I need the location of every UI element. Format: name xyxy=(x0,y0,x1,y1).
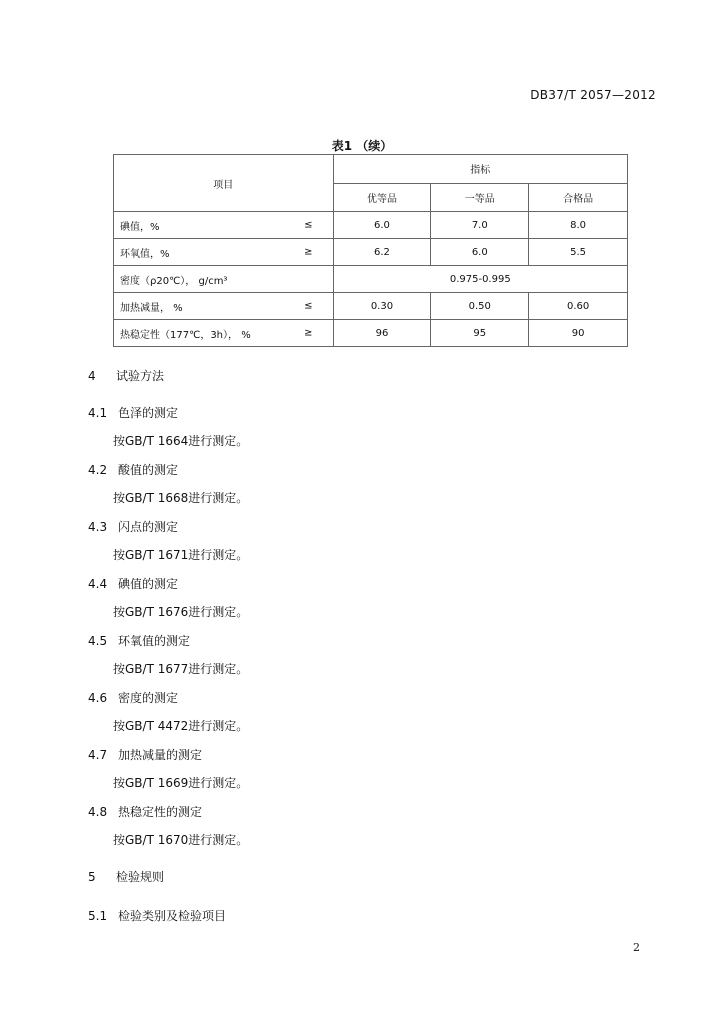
row-value: 8.0 xyxy=(529,212,628,239)
table-row xyxy=(114,293,628,320)
row-item: 加热减量， % ≤ xyxy=(114,293,334,320)
section-heading: 4.6 密度的测定 xyxy=(88,691,179,705)
section-body: 按GB/T 1676进行测定。 xyxy=(113,605,249,619)
row-item: 热稳定性（177℃，3h）， % ≥ xyxy=(114,320,334,347)
grade-qualified: 合格品 xyxy=(529,183,628,212)
row-item: 碘值，% ≤ xyxy=(114,212,334,239)
section-heading: 4.4 碘值的测定 xyxy=(88,577,179,591)
grade-first: 一等品 xyxy=(431,183,529,212)
section-body: 按GB/T 1668进行测定。 xyxy=(113,491,249,505)
header-item: 项目 xyxy=(114,155,334,212)
row-value: 0.50 xyxy=(431,293,529,320)
table-header-row xyxy=(114,155,628,184)
table-row xyxy=(114,320,628,347)
table-row xyxy=(114,239,628,266)
row-value: 6.0 xyxy=(431,239,529,266)
table-title: 表1 （续） xyxy=(331,139,393,153)
header-index: 指标 xyxy=(333,155,627,184)
section-heading: 4.8 热稳定性的测定 xyxy=(88,805,203,819)
row-value: 5.5 xyxy=(529,239,628,266)
spec-table xyxy=(113,154,628,347)
section-body: 按GB/T 1669进行测定。 xyxy=(113,776,249,790)
standard-code: DB37/T 2057—2012 xyxy=(530,88,656,102)
table-row xyxy=(114,212,628,239)
section-heading: 5.1 检验类别及检验项目 xyxy=(88,909,227,923)
section-heading: 4 试验方法 xyxy=(88,369,165,383)
section-body: 按GB/T 1671进行测定。 xyxy=(113,548,249,562)
row-value: 0.60 xyxy=(529,293,628,320)
section-body: 按GB/T 1677进行测定。 xyxy=(113,662,249,676)
section-heading: 4.1 色泽的测定 xyxy=(88,406,179,420)
section-heading: 5 检验规则 xyxy=(88,870,165,884)
section-heading: 4.7 加热减量的测定 xyxy=(88,748,203,762)
row-value: 95 xyxy=(431,320,529,347)
table-row-density xyxy=(114,266,628,293)
section-body: 按GB/T 4472进行测定。 xyxy=(113,719,249,733)
section-body: 按GB/T 1670进行测定。 xyxy=(113,833,249,847)
section-heading: 4.3 闪点的测定 xyxy=(88,520,179,534)
page-number: 2 xyxy=(633,941,640,954)
grade-premium: 优等品 xyxy=(333,183,431,212)
row-value: 7.0 xyxy=(431,212,529,239)
row-item: 密度（ρ20℃）， g/cm³ xyxy=(114,266,334,293)
row-value: 0.30 xyxy=(333,293,431,320)
row-value-merged: 0.975-0.995 xyxy=(333,266,627,293)
section-heading: 4.2 酸值的测定 xyxy=(88,463,179,477)
row-value: 90 xyxy=(529,320,628,347)
row-item: 环氧值，% ≥ xyxy=(114,239,334,266)
row-value: 96 xyxy=(333,320,431,347)
section-heading: 4.5 环氧值的测定 xyxy=(88,634,191,648)
section-body: 按GB/T 1664进行测定。 xyxy=(113,434,249,448)
row-value: 6.0 xyxy=(333,212,431,239)
row-value: 6.2 xyxy=(333,239,431,266)
